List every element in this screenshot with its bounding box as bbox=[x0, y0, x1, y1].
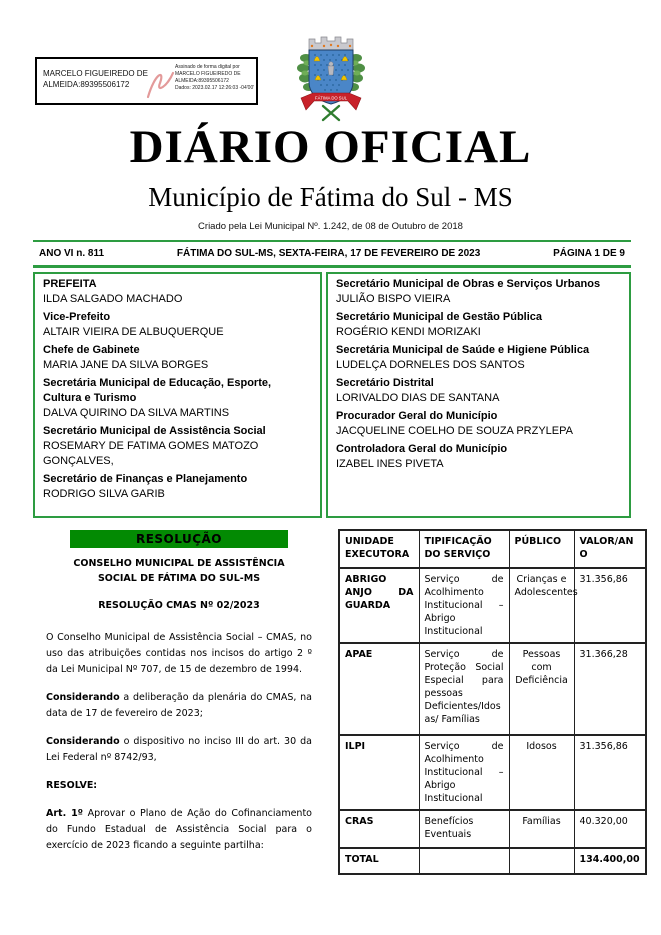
official-entry bbox=[43, 424, 312, 469]
resolution-column bbox=[46, 528, 312, 866]
resolution-heading: CONSELHO MUNICIPAL DE ASSISTÊNCIA SOCIAL DE FÁTIMA DO SUL-MS bbox=[73, 558, 285, 584]
cell-unit: CRAS bbox=[339, 810, 419, 848]
signatory-name bbox=[43, 68, 153, 90]
cell-service: Serviço de Proteção Social Especial para pessoas Deficientes/Idosas/ Famílias bbox=[419, 643, 509, 735]
official-role: Chefe de Gabinete bbox=[43, 344, 140, 356]
official-entry bbox=[43, 376, 312, 421]
official-role: Vice-Prefeito bbox=[43, 311, 111, 323]
edition-info-bar bbox=[33, 240, 631, 268]
resolution-paragraph bbox=[46, 806, 312, 854]
edition-number: ANO VI n. 811 bbox=[39, 248, 105, 259]
digital-signature-box bbox=[35, 57, 258, 105]
signature-details-line4: Dados: 2023.02.17 12:26:03 -04'00' bbox=[175, 85, 255, 91]
official-name: LORIVALDO DIAS DE SANTANA bbox=[336, 392, 500, 404]
official-role: Secretária Municipal de Saúde e Higiene Pública bbox=[336, 344, 590, 356]
cell-service: Benefícios Eventuais bbox=[419, 810, 509, 848]
cell-public: Crianças e Adolescentes bbox=[509, 568, 574, 643]
cell-unit: ABRIGO ANJO DA GUARDA bbox=[339, 568, 419, 643]
gazette-title: DIÁRIO OFICIAL bbox=[129, 121, 532, 173]
official-name: JACQUELINE COELHO DE SOUZA PRZYLEPA bbox=[336, 425, 573, 437]
edition-date: FÁTIMA DO SUL-MS, SEXTA-FEIRA, 17 DE FEVEREIRO DE 2023 bbox=[176, 248, 481, 259]
table-header-row bbox=[339, 530, 646, 568]
page-indicator: PÁGINA 1 DE 9 bbox=[553, 248, 625, 259]
paragraph-lead: Considerando bbox=[46, 692, 120, 703]
official-entry bbox=[43, 310, 312, 340]
official-name: IZABEL INES PIVETA bbox=[336, 458, 444, 470]
resolution-paragraph bbox=[46, 734, 312, 766]
official-name: LUDELÇA DORNELES DOS SANTOS bbox=[336, 359, 525, 371]
official-name: DALVA QUIRINO DA SILVA MARTINS bbox=[43, 407, 230, 419]
official-role: Secretário Municipal de Obras e Serviços Urbanos bbox=[336, 278, 601, 290]
signature-details-line3: ALMEIDA:89395506172 bbox=[175, 78, 229, 84]
cell-value: 31.356,86 bbox=[574, 735, 646, 810]
cell-unit: APAE bbox=[339, 643, 419, 735]
resolution-resolve-line: RESOLVE: bbox=[46, 780, 98, 791]
table-total-row bbox=[339, 848, 646, 874]
cell-public: Idosos bbox=[509, 735, 574, 810]
crest-ribbon-text: FÁTIMA DO SUL bbox=[315, 95, 347, 101]
resolution-paragraph: O Conselho Municipal de Assistência Social – CMAS, no uso das atribuições contidas nos incisos do artigo 2 º da Lei Municipal Nº 707, de 15 de dezembro de 1994. bbox=[46, 632, 312, 675]
official-name: RODRIGO SILVA GARIB bbox=[43, 488, 165, 500]
signature-details-line1: Assinado de forma digital por bbox=[175, 64, 240, 70]
official-entry bbox=[336, 343, 621, 373]
official-name: JULIÃO BISPO VIEIRA bbox=[336, 293, 451, 305]
cell-unit: TOTAL bbox=[339, 848, 419, 874]
table-row bbox=[339, 735, 646, 810]
officials-box-left bbox=[33, 272, 322, 518]
cell-public: Famílias bbox=[509, 810, 574, 848]
coat-of-arms-icon bbox=[294, 28, 368, 128]
header-publico: PÚBLICO bbox=[509, 530, 574, 568]
cell-service: Serviço de Acolhimento Institucional – Abrigo Institucional bbox=[419, 568, 509, 643]
official-role: Secretário Municipal de Assistência Social bbox=[43, 425, 266, 437]
paragraph-lead: Considerando bbox=[46, 736, 120, 747]
cell-value: 134.400,00 bbox=[574, 848, 646, 874]
resolution-paragraph bbox=[46, 690, 312, 722]
cell-service bbox=[419, 848, 509, 874]
official-name: ROGÉRIO KENDI MORIZAKI bbox=[336, 326, 481, 338]
official-name: ROSEMARY DE FATIMA GOMES MATOZO GONÇALVES, bbox=[43, 440, 259, 467]
allocation-table bbox=[338, 529, 647, 875]
created-by-law-line: Criado pela Lei Municipal Nº. 1.242, de 08 de Outubro de 2018 bbox=[198, 221, 463, 232]
table-row bbox=[339, 568, 646, 643]
paragraph-lead: Art. 1º bbox=[46, 808, 84, 819]
official-role: Procurador Geral do Município bbox=[336, 410, 498, 422]
table-row bbox=[339, 643, 646, 735]
cell-value: 31.356,86 bbox=[574, 568, 646, 643]
header-tipificacao: TIPIFICAÇÃO DO SERVIÇO bbox=[419, 530, 509, 568]
official-entry bbox=[336, 310, 621, 340]
paragraph-text: o dispositivo no inciso III do art. 30 da Lei Federal nº 8742/93, bbox=[46, 736, 312, 763]
official-name: ALTAIR VIEIRA DE ALBUQUERQUE bbox=[43, 326, 224, 338]
official-role: Controladora Geral do Município bbox=[336, 443, 508, 455]
header-unidade-executora: UNIDADE EXECUTORA bbox=[339, 530, 419, 568]
official-entry bbox=[43, 343, 312, 373]
official-entry bbox=[43, 472, 312, 502]
signature-details-line2: MARCELO FIGUEIREDO DE bbox=[175, 71, 241, 77]
gazette-subtitle: Município de Fátima do Sul - MS bbox=[148, 182, 513, 212]
officials-box-right bbox=[326, 272, 631, 518]
official-entry bbox=[336, 409, 621, 439]
official-name: MARIA JANE DA SILVA BORGES bbox=[43, 359, 209, 371]
signatory-name-line2: ALMEIDA:89395506172 bbox=[43, 80, 130, 89]
signatory-name-line1: MARCELO FIGUEIREDO DE bbox=[43, 69, 148, 78]
paragraph-text: Aprovar o Plano de Ação do Cofinanciamento do Fundo Estadual de Assistência Social para o exercício de 2023 ficando a seguinte partilha: bbox=[46, 808, 312, 851]
header-valor-ano: VALOR/ANO bbox=[574, 530, 646, 568]
cell-unit: ILPI bbox=[339, 735, 419, 810]
official-role: Secretária Municipal de Educação, Esporte, Cultura e Turismo bbox=[43, 377, 272, 404]
official-entry bbox=[336, 442, 621, 472]
official-entry bbox=[336, 277, 621, 307]
cell-value: 40.320,00 bbox=[574, 810, 646, 848]
official-role: Secretário de Finanças e Planejamento bbox=[43, 473, 248, 485]
table-row bbox=[339, 810, 646, 848]
section-banner: RESOLUÇÃO bbox=[70, 530, 288, 548]
official-role: Secretário Municipal de Gestão Pública bbox=[336, 311, 543, 323]
official-entry bbox=[336, 376, 621, 406]
signature-flourish-icon bbox=[143, 63, 177, 103]
official-role: PREFEITA bbox=[43, 278, 97, 290]
cell-public bbox=[509, 848, 574, 874]
official-entry bbox=[43, 277, 312, 307]
resolution-number-heading: RESOLUÇÃO CMAS Nº 02/2023 bbox=[98, 600, 260, 611]
paragraph-text: a deliberação da plenária do CMAS, na data de 17 de fevereiro de 2023; bbox=[46, 692, 312, 719]
cell-service: Serviço de Acolhimento Institucional – Abrigo Institucional bbox=[419, 735, 509, 810]
signature-details bbox=[175, 64, 257, 92]
official-role: Secretário Distrital bbox=[336, 377, 434, 389]
official-name: ILDA SALGADO MACHADO bbox=[43, 293, 183, 305]
cell-value: 31.366,28 bbox=[574, 643, 646, 735]
cell-public: Pessoas com Deficiência bbox=[509, 643, 574, 735]
